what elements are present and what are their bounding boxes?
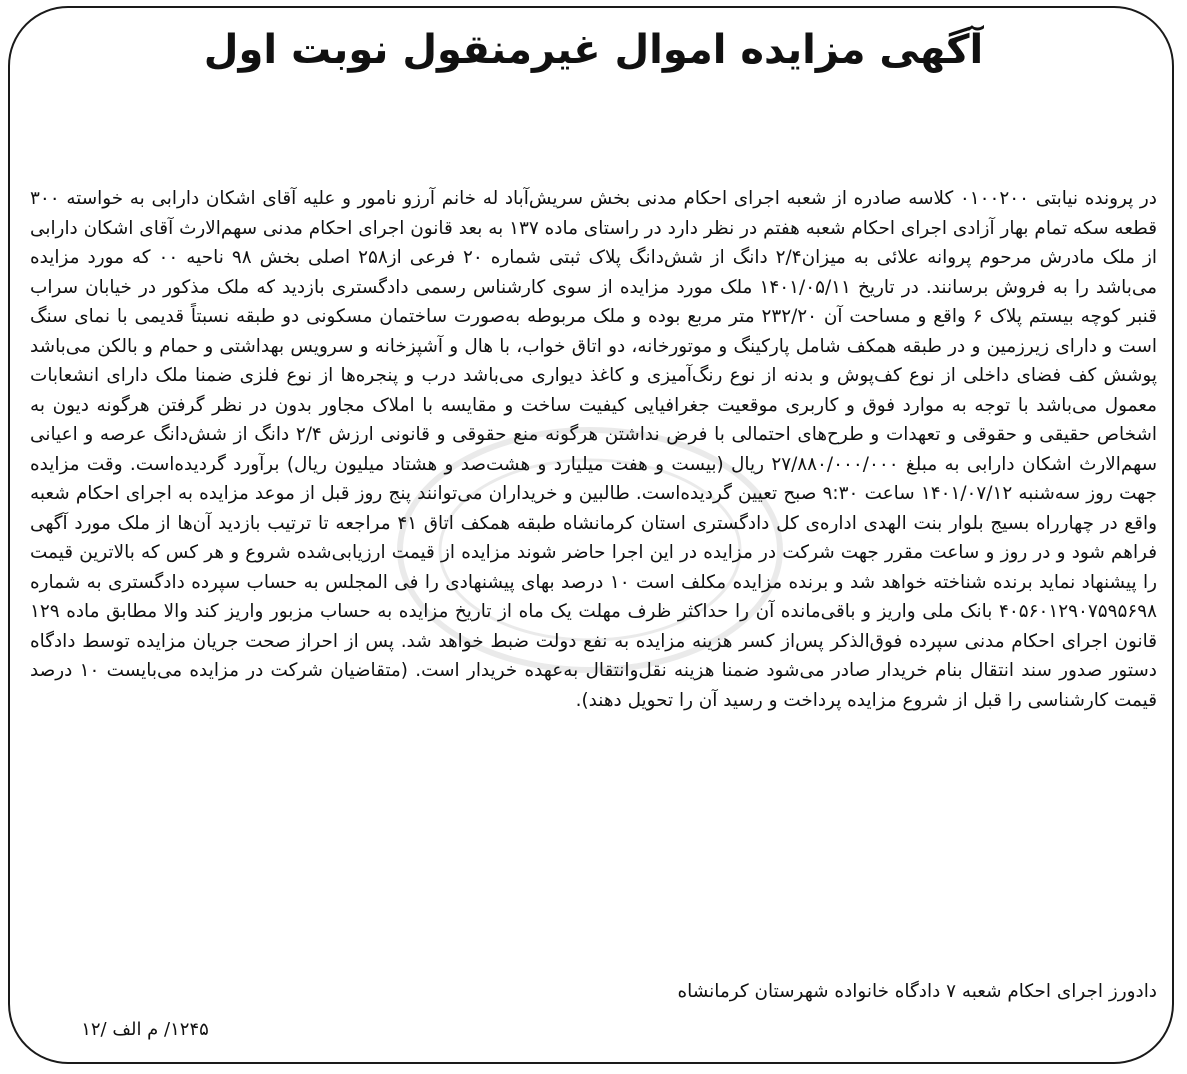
notice-body: در پرونده نیابتی ۰۱۰۰۲۰۰ کلاسه صادره از شعبه اجرای احکام مدنی بخش سریش‌آباد له خانم آرزو نامور و علیه آقای اشکان دارابی به خواسته ۳۰۰ قطعه سکه تمام بهار آزادی اجرای احکام شعبه هفتم در نظر دارد در راستای ماده ۱۳۷ به بعد قانون اجرای احکام مدنی سهم‌الارث آقای اشکان دارابی از ملک مادرش مرحوم پروانه علائی به میزان۲/۴ دانگ از شش‌دانگ پلاک ثبتی شماره ۲۰ فرعی از۲۵۸ اصلی بخش ۹۸ ناحیه ۰۰ که مورد مزایده می‌باشد را به فروش برسانند. در تاریخ ۱۴۰۱/۰۵/۱۱ ملک مورد مزایده از سوی کارشناس رسمی دادگستری بازدید که ملک مذکور در خیابان سراب قنبر کوچه بیستم پلاک ۶ واقع و مساحت آن ۲۳۲/۲۰ متر مربع بوده و ملک مربوطه به‌صورت ساختمان مسکونی دو طبقه نسبتاً قدیمی با نمای سنگ است و دارای زیرزمین و در طبقه همکف شامل پارکینگ و موتورخانه، دو اتاق خواب، با هال و آشپزخانه و سرویس بهداشتی و حمام و بالکن می‌باشد پوشش کف فضای داخلی از نوع کف‌پوش و بدنه از نوع رنگ‌آمیزی و کاغذ دیواری می‌باشد درب و پنجره‌ها از نوع فلزی ضمنا ملک دارای انشعابات معمول می‌باشد با توجه به موارد فوق و کاربری موقعیت جغرافیایی کیفیت ساخت و مقایسه با املاک مجاور بدون در نظر گرفتن هرگونه دیون به اشخاص حقیقی و حقوقی و تعهدات و طرح‌های احتمالی با فرض نداشتن هرگونه منع حقوقی و قانونی ارزش ۲/۴ دانگ از شش‌دانگ عرصه و اعیانی سهم‌الارث اشکان دارابی به مبلغ ۲۷/۸۸۰/۰۰۰/۰۰۰ ریال (بیست و هفت میلیارد و هشت‌صد و هشتاد میلیون ریال) برآورد گردیده‌است. وقت مزایده جهت روز سه‌شنبه ۱۴۰۱/۰۷/۱۲ ساعت ۹:۳۰ صبح تعیین گردیده‌است. طالبین و خریداران می‌توانند پنج روز قبل از موعد مزایده به اجرای احکام شعبه واقع در چهارراه بسیج بلوار بنت الهدی اداره‌ی کل دادگستری استان کرمانشاه طبقه همکف اتاق ۴۱ مراجعه تا ترتیب بازدید آن‌ها از ملک مورد آگهی فراهم شود و در روز و ساعت مقرر جهت شرکت در مزایده در این اجرا حاضر شوند مزایده از قیمت ارزیابی‌شده شروع و هر کس که بالاترین قیمت را پیشنهاد نماید برنده شناخته خواهد شد و برنده مزایده مکلف است ۱۰ درصد بهای پیشنهادی را فی المجلس به حساب سپرده دادگستری به شماره ۴۰۵۶۰۱۲۹۰۷۵۹۵۶۹۸ بانک ملی واریز و باقی‌مانده آن را حداکثر ظرف مهلت یک ماه از تاریخ مزایده به حساب مزبور واریز کند والا مطابق ماده ۱۲۹ قانون اجرای احکام مدنی سپرده فوق‌الذکر پس‌از کسر هزینه مزایده به نفع دولت ضبط خواهد شد. پس از احراز صحت جریان مزایده توسط دادگاه دستور صدور سند انتقال بنام خریدار صادر می‌شود ضمنا هزینه نقل‌وانتقال به‌عهده خریدار است. (متقاضیان شرکت در مزایده می‌بایست ۱۰ درصد قیمت کارشناسی را قبل از شروع مزایده پرداخت و رسید آن را تحویل دهند). bbox=[30, 188, 1158, 711]
notice-reference-code: ۱۲۴۵/ م الف /۱۲ bbox=[81, 1019, 209, 1040]
notice-title: آگهی مزایده اموال غیرمنقول نوبت اول bbox=[203, 27, 984, 73]
notice-signature: دادورز اجرای احکام شعبه ۷ دادگاه خانواده شهرستان کرمانشاه bbox=[677, 981, 1157, 1002]
